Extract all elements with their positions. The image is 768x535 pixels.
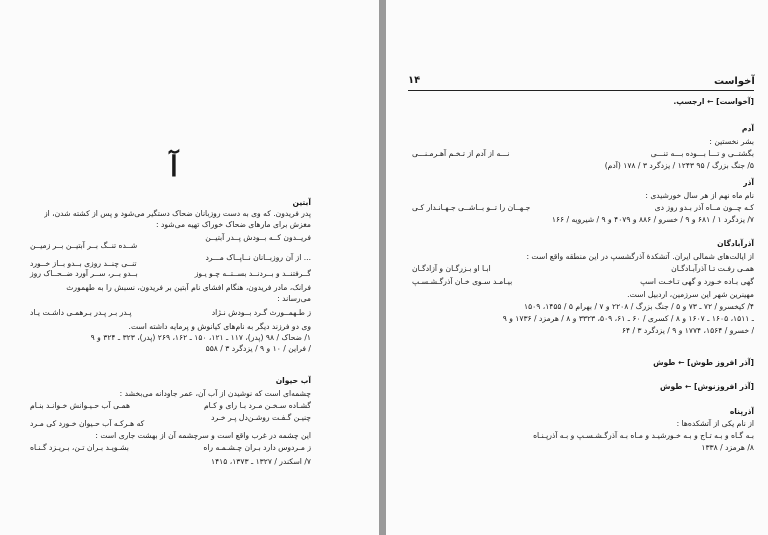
reference-line: ۸/ هرمزد / ۱۳۳۸ bbox=[701, 443, 754, 452]
verse-hemistich: گشـاده سـخـن مـرد بـا رای و کـام bbox=[203, 401, 311, 410]
verse-hemistich: پـدر بـر پـدر بـرهمـی داشـت یـاد bbox=[30, 308, 132, 317]
reference-line: / فراین / ۱۰ و ۹ / یزدگرد ۳ / ۵۵۸ bbox=[205, 344, 311, 353]
right-page bbox=[386, 0, 768, 535]
entry-text: فرانک، مادر فریدون، هنگام افشای نام آبتین بر فریدون، نسبش را به طهمورث bbox=[66, 283, 311, 292]
entry-heading: آب حیوان bbox=[275, 376, 311, 385]
verse-hemistich: بشـویـد بـران تـن، بـریـزد گـنـاه bbox=[30, 443, 129, 452]
reference-line: ۱/ ضحاک / ۹۸ (پدر)، ۱۱۷ ـ ۱۲۱، ۱۵۰ ـ ۱۶۲، ۲۶۹ (پدر)، ۳۲۳ ـ ۳۲۴ و ۹ bbox=[90, 333, 311, 342]
verse-hemistich: بیـامـد سـوی خـان آذرگـشـسـپ bbox=[412, 277, 513, 286]
entry-text: از ایالت‌های شمالی ایران. آتشکدهٔ آذرگشسپ در این منطقه واقع است : bbox=[526, 252, 754, 261]
reference-line: ۴/ کیخسرو / ۷۲ ـ ۷۳ و ۵ / جنگ بزرگ / ۲۲۰۸ و ۷ / بهرام ۵ / ۱۴۵۵، ۱۵۰۹ bbox=[523, 302, 754, 311]
verse-hemistich: شــده تنــگ بــر آبتیــن بــر زمیــن bbox=[30, 241, 138, 250]
entry-text: مغزش برای مارهای ضحاک خوراک تهیه می‌شود : bbox=[155, 220, 311, 229]
entry-heading: آذرآبادگان bbox=[717, 239, 754, 248]
entry-heading: آبتین bbox=[292, 198, 311, 207]
cross-reference: [آذر افروز طوش] ← طوش bbox=[653, 358, 754, 367]
entry-heading: آذرپناه bbox=[729, 407, 754, 416]
verse-hemistich: همـی رفـت تـا آذرآبـادگـان bbox=[671, 264, 754, 273]
verse-hemistich: فریــدون کــه بــودش پــدر آبتیــن bbox=[205, 233, 311, 242]
verse-hemistich: گهی بـاده خـورد و گهی تـاخـت اسپ bbox=[640, 277, 754, 286]
entry-heading: آذر bbox=[743, 178, 754, 187]
verse-hemistich: ز طـهمــورث گـرد بــودش نـژاد bbox=[211, 308, 311, 317]
verse-hemistich: بــدو بــر، ســر آورد ضــحــاک روز bbox=[30, 269, 138, 278]
entry-text: نام ماه نهم از هر سال خورشیدی : bbox=[645, 191, 754, 200]
entry-text: وی دو فرزند دیگر به نام‌های کیانوش و پرمایه داشته است. bbox=[128, 322, 311, 331]
left-page bbox=[0, 0, 379, 535]
entry-text: پدر فریدون. که وی به دست روزبانان ضحاک دستگیر می‌شود و پس از کشته شدن، از bbox=[43, 209, 311, 218]
reference-line: / خسرو / ۱۵۶۴، ۱۷۷۴ و ۹ / یزدگرد ۳ / ۶۴ bbox=[621, 326, 754, 335]
entry-heading: [آخواست] ← ارجسپ. bbox=[673, 97, 754, 106]
entry-heading: آدم bbox=[741, 124, 754, 133]
entry-text: چشمه‌ای است که نوشیدن از آب آن، عمر جاودانه می‌بخشد : bbox=[119, 389, 311, 398]
entry-text: این چشمه در غرب واقع است و سرچشمه آن از بهشت جاری است : bbox=[95, 431, 311, 440]
reference-line: ۵/ جنگ بزرگ / ۹۵ ۱۲۴۳ / یزدگرد ۳ / ۱۷۸ (آدم) bbox=[604, 161, 754, 170]
entry-text: از نام یکی از آتشکده‌ها : bbox=[676, 419, 754, 428]
book-gutter bbox=[379, 0, 386, 535]
entry-text: مهینرین شهر این سرزمین، اردبیل است. bbox=[627, 290, 754, 299]
verse-hemistich: بگشتــی و تـــا بـــوده بـــه تنـــی bbox=[650, 149, 754, 158]
running-head: آخواست bbox=[714, 76, 755, 87]
verse-hemistich: که هـرکـه آب حـیوان خـورد کی مـرد bbox=[30, 419, 145, 428]
entry-text: بشر نخستین : bbox=[709, 137, 754, 146]
verse-hemistich: کـه چــون مــاه آذر بـدو روز دی bbox=[654, 203, 754, 212]
verse-hemistich: تنــی چنــد روزی بــدو بــاز خــورد bbox=[30, 259, 137, 268]
verse-hemistich: ... از آن روزبــانان نــاپــاک مـــرد bbox=[205, 253, 311, 262]
entry-text: می‌رساند : bbox=[277, 294, 311, 303]
verse-hemistich: جـهــان را تــو بــاشــی جـهـانـدار کـی bbox=[412, 203, 531, 212]
header-rule bbox=[408, 90, 754, 91]
page-number: ۱۴ bbox=[408, 75, 421, 86]
chapter-letter: آ bbox=[170, 150, 178, 183]
verse-hemistich: همـی آب حـیـوانش خـوانـد بنـام bbox=[30, 401, 131, 410]
verse-hemistich: گــرفتنــد و بــردنــد بســتــه چـو یـوز bbox=[194, 269, 311, 278]
verse-hemistich: ز مـردوس دارد بـران چـشـمـه راه bbox=[203, 443, 311, 452]
reference-line: ۷/ اسکندر / ۱۳۲۷ ـ ۱۳۷۳، ۱۴۱۵ bbox=[211, 457, 311, 466]
verse-hemistich: چنیـن گـفـت روشـن‌دل پـر خـرد bbox=[211, 413, 311, 422]
cross-reference: [آذر افروزنوش] ← طوش bbox=[660, 382, 754, 391]
verse-line: بـه گـاه و بـه تـاج و بـه خـورشیـد و مـاه بـه آذرگـشـسـپ و بـه آذرپـنـاه bbox=[533, 431, 754, 440]
reference-line: ـ ۱۵۱۱، ۱۶۰۵ ـ ۱۶۰۷ و ۸ / کسری / ۶۰ ـ ۶۱، ۵۰۹، ۳۳۲۳ و ۸ / هرمزد / ۱۷۳۶ و ۹ bbox=[502, 314, 754, 323]
reference-line: ۷/ یزدگرد ۱ / ۶۸۱ و ۹ / خسرو / ۸۸۶ و ۴۰۷۹ و ۹ / شیرویه / ۱۶۶ bbox=[551, 215, 754, 224]
verse-hemistich: نـــه از آدم از تـخـم آهـرمـنـــی bbox=[412, 149, 510, 158]
verse-hemistich: ابـا او بـزرگـان و آزادگـان bbox=[412, 264, 491, 273]
